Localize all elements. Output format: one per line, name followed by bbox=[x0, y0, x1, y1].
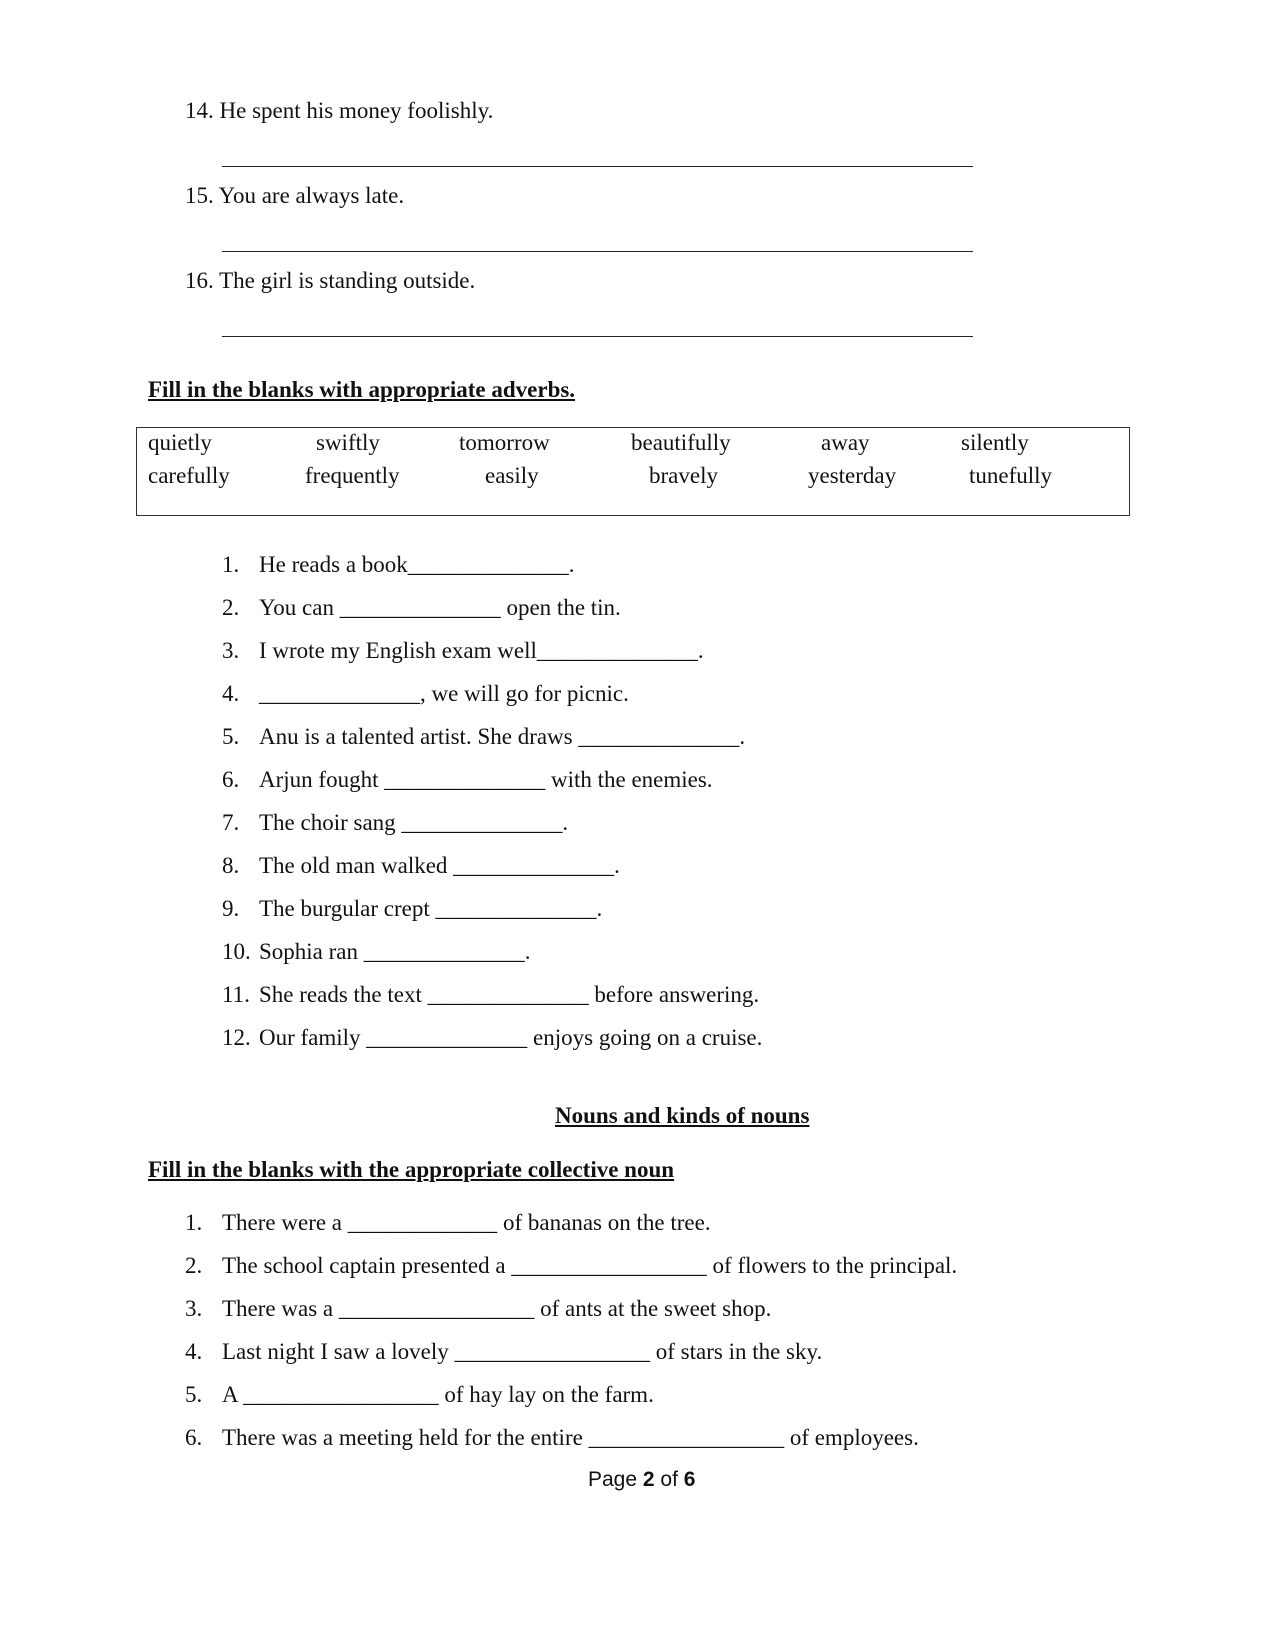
item-number: 5. bbox=[185, 1382, 203, 1407]
item-number: 9. bbox=[222, 896, 240, 921]
item-number: 2. bbox=[222, 595, 240, 620]
adverb-item bbox=[222, 853, 620, 879]
answer-line[interactable] bbox=[222, 251, 973, 252]
noun-item bbox=[185, 1253, 957, 1279]
item-number: 15. bbox=[185, 183, 214, 208]
word-bank-item: silently bbox=[961, 430, 1029, 455]
footer-prefix: Page bbox=[588, 1468, 638, 1491]
item-text: A _________________ of hay lay on the farm. bbox=[222, 1382, 654, 1407]
item-text: Sophia ran ______________. bbox=[259, 939, 531, 964]
word-bank-item: tomorrow bbox=[459, 430, 550, 455]
word-bank-item: swiftly bbox=[316, 430, 380, 455]
item-text: Arjun fought ______________ with the enemies. bbox=[259, 767, 713, 792]
adverb-item bbox=[222, 552, 575, 578]
item-text: There was a _________________ of ants at the sweet shop. bbox=[222, 1296, 772, 1321]
adverb-item bbox=[222, 896, 602, 922]
item-text: There was a meeting held for the entire _________________ of employees. bbox=[222, 1425, 919, 1450]
item-number: 14. bbox=[185, 98, 214, 123]
item-text: ______________, we will go for picnic. bbox=[259, 681, 629, 706]
word-bank-item: tunefully bbox=[969, 463, 1053, 488]
item-text: You can ______________ open the tin. bbox=[259, 595, 621, 620]
item-number: 1. bbox=[185, 1210, 203, 1235]
item-number: 12. bbox=[222, 1025, 251, 1050]
answer-line[interactable] bbox=[222, 166, 973, 167]
adverb-item bbox=[222, 1025, 762, 1051]
page-footer bbox=[588, 1468, 695, 1492]
item-text: The girl is standing outside. bbox=[219, 268, 476, 293]
item-text: The choir sang ______________. bbox=[259, 810, 569, 835]
item-number: 6. bbox=[222, 767, 240, 792]
item-number: 11. bbox=[222, 982, 250, 1007]
adverb-item bbox=[222, 767, 713, 793]
noun-item bbox=[185, 1339, 822, 1365]
item-number: 5. bbox=[222, 724, 240, 749]
answer-line[interactable] bbox=[222, 336, 973, 337]
adverb-item bbox=[222, 939, 531, 965]
item-text: Our family ______________ enjoys going on a cruise. bbox=[259, 1025, 763, 1050]
item-text: Last night I saw a lovely _________________ of stars in the sky. bbox=[222, 1339, 823, 1364]
current-page: 2 bbox=[642, 1468, 655, 1491]
noun-item bbox=[185, 1210, 711, 1236]
word-bank-item: beautifully bbox=[631, 430, 731, 455]
word-bank-item: frequently bbox=[305, 463, 400, 488]
item-number: 7. bbox=[222, 810, 240, 835]
adverb-item bbox=[222, 681, 629, 707]
item-text: I wrote my English exam well______________. bbox=[259, 638, 704, 663]
word-bank-item: quietly bbox=[148, 430, 212, 455]
item-number: 3. bbox=[222, 638, 240, 663]
item-text: There were a _____________ of bananas on the tree. bbox=[222, 1210, 711, 1235]
rewrite-item bbox=[185, 268, 475, 294]
item-text: The old man walked ______________. bbox=[259, 853, 620, 878]
word-bank bbox=[136, 427, 1130, 516]
item-number: 4. bbox=[222, 681, 240, 706]
noun-item bbox=[185, 1382, 654, 1408]
footer-of: of bbox=[660, 1468, 678, 1491]
adverb-item bbox=[222, 638, 704, 664]
item-number: 4. bbox=[185, 1339, 203, 1364]
item-number: 6. bbox=[185, 1425, 203, 1450]
adverb-item bbox=[222, 595, 621, 621]
rewrite-item bbox=[185, 98, 493, 124]
word-bank-item: bravely bbox=[649, 463, 718, 488]
word-bank-item: easily bbox=[485, 463, 539, 488]
item-text: The burgular crept ______________. bbox=[259, 896, 603, 921]
noun-item bbox=[185, 1296, 771, 1322]
word-bank-item: yesterday bbox=[808, 463, 897, 488]
item-text: You are always late. bbox=[218, 183, 405, 208]
adverbs-heading: Fill in the blanks with appropriate adverbs. bbox=[148, 377, 576, 402]
item-text: She reads the text ______________ before answering. bbox=[259, 982, 760, 1007]
adverb-item bbox=[222, 810, 568, 836]
nouns-heading: Fill in the blanks with the appropriate collective noun bbox=[148, 1157, 675, 1182]
item-text: The school captain presented a _________________ of flowers to the principal. bbox=[222, 1253, 958, 1278]
rewrite-item bbox=[185, 183, 404, 209]
item-number: 2. bbox=[185, 1253, 203, 1278]
adverb-item bbox=[222, 982, 759, 1008]
item-number: 8. bbox=[222, 853, 240, 878]
adverb-item bbox=[222, 724, 745, 750]
item-number: 3. bbox=[185, 1296, 203, 1321]
item-text: He reads a book______________. bbox=[259, 552, 575, 577]
item-number: 1. bbox=[222, 552, 240, 577]
noun-item bbox=[185, 1425, 919, 1451]
item-number: 10. bbox=[222, 939, 251, 964]
item-number: 16. bbox=[185, 268, 214, 293]
total-pages: 6 bbox=[683, 1468, 696, 1491]
item-text: Anu is a talented artist. She draws ______________. bbox=[259, 724, 746, 749]
nouns-title: Nouns and kinds of nouns bbox=[555, 1103, 810, 1128]
item-text: He spent his money foolishly. bbox=[219, 98, 494, 123]
word-bank-item: carefully bbox=[148, 463, 230, 488]
word-bank-item: away bbox=[821, 430, 870, 455]
